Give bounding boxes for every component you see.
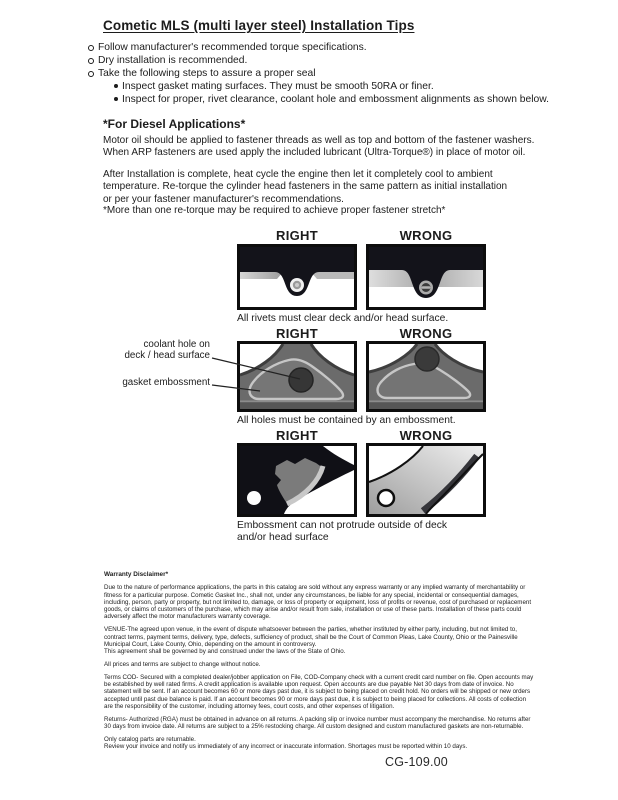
figure-label-wrong: WRONG <box>399 428 453 443</box>
diesel-paragraph-1 <box>103 135 573 160</box>
tip-item <box>88 54 558 67</box>
tips-list <box>88 41 558 106</box>
tip-item <box>88 67 558 80</box>
legal-paragraph: This agreement shall be governed by and construed under the laws of the State of Ohio. <box>104 648 346 656</box>
callout-line: coolant hole on <box>143 339 210 350</box>
coolant-wrong-diagram <box>366 341 486 412</box>
figure-caption-1: All rivets must clear deck and/or head surface. <box>237 313 449 324</box>
doc-number: CG-109.00 <box>385 755 448 769</box>
figure-caption-2: All holes must be contained by an embossment. <box>237 415 456 426</box>
tip-text: Take the following steps to assure a proper seal <box>98 68 316 79</box>
legal-paragraph: All prices and terms are subject to change without notice. <box>104 660 261 668</box>
paragraph-line: temperature. Re-torque the cylinder head fasteners in the same pattern as initial installation <box>103 181 508 193</box>
circle-bullet-icon <box>88 71 94 77</box>
figure-label-right: RIGHT <box>276 228 318 243</box>
legal-section <box>104 571 536 756</box>
tip-sub-item <box>114 93 558 106</box>
tip-item <box>88 41 558 54</box>
tip-sub-item <box>114 80 558 93</box>
circle-bullet-icon <box>88 58 94 64</box>
tip-text: Inspect gasket mating surfaces. They must be smooth 50RA or finer. <box>122 81 434 92</box>
legal-paragraph: Review your invoice and notify us immediately of any incorrect or inaccurate information. Shortages must be reported within 10 days. <box>104 743 468 751</box>
callout-line: deck / head surface <box>124 349 210 361</box>
legal-paragraph: VENUE-The agreed upon venue, in the event of dispute whatsoever between the parties, whether instituted by either party, including, but not limited to, contract terms, payment terms, delivery, type, defects, sufficiency of product, shall be the Court of Common Pleas, Lake County, Ohio or the Painesville Municipal Court, Lake County, Ohio, depending on the amount in controversy. <box>104 626 518 648</box>
caption-line: and/or head surface <box>237 531 329 543</box>
embossment-wrong-diagram <box>366 443 486 517</box>
tip-text: Inspect for proper, rivet clearance, coolant hole and embossment alignments as shown below. <box>122 94 549 105</box>
circle-bullet-icon <box>88 45 94 51</box>
legal-paragraph: Only catalog parts are returnable. <box>104 735 196 743</box>
diesel-paragraph-2 <box>103 169 573 206</box>
paragraph-line: When ARP fasteners are used apply the included lubricant (Ultra-Torque®) in place of motor oil. <box>103 147 526 159</box>
legal-paragraph: Due to the nature of performance applications, the parts in this catalog are sold without any express warranty or any implied warranty of merchantability or fitness for a particular purpose. Cometic Gasket Inc., shall not, under any circumstances, be liable for any special, incidental or consequential damages, including, person, party or property, but not limited to, damage, or loss of property or equipment, loss of profits or revenue, cost of purchased or replacement goods, or claims of customers of the purchase, which may arise and/or result from sale, installation or use of these parts. Installation of these parts could adversely affect the motor manufacturers warranty coverage. <box>104 584 532 621</box>
rivet-right-diagram <box>237 244 357 310</box>
coolant-right-diagram <box>237 341 357 412</box>
caption-line: Embossment can not protrude outside of deck <box>237 520 448 531</box>
page-title: Cometic MLS (multi layer steel) Installation Tips <box>103 18 415 33</box>
paragraph-line: or per your fastener manufacturer's recommendations. <box>103 193 344 205</box>
retorque-note: *More than one re-torque may be required to achieve proper fastener stretch* <box>103 205 446 216</box>
embossment-right-diagram <box>237 443 357 517</box>
callout-coolant-hole-label <box>98 340 210 362</box>
figure-caption-3 <box>237 520 467 543</box>
legal-paragraph: Terms COD- Secured with a completed dealer/jobber application on File, COD-Company check with a current credit card number on file. Open accounts may be established by well rated firms. A credit application is available upon request. Open accounts are due payable Net 30 days from date of invoice. No statement will be sent. If an account becomes 60 or more days past due, it is subject to being placed on credit hold. No orders will be shipped or new orders accepted until past due balance is paid. If an account becomes 90 or more days past due, it is subject to being placed for collections. All costs of collection are the responsibility of the customer, including attorney fees, court costs, and other expenses of litigation. <box>104 673 534 710</box>
tip-text: Dry installation is recommended. <box>98 55 248 66</box>
dot-bullet-icon <box>114 84 118 88</box>
tip-text: Follow manufacturer's recommended torque specifications. <box>98 42 367 53</box>
diesel-heading: *For Diesel Applications* <box>103 117 246 131</box>
figure-label-wrong: WRONG <box>399 228 453 243</box>
legal-paragraph: Returns- Authorized (RGA) must be obtained in advance on all returns. A packing slip or invoice number must accompany the merchandise. No returns after 30 days from invoice date. All returns are subject to a 25% restocking charge. All custom designed and custom manufactured gaskets are non-returnable. <box>104 715 531 731</box>
figure-label-right: RIGHT <box>276 428 318 443</box>
figure-label-right: RIGHT <box>276 326 318 341</box>
paragraph-line: Motor oil should be applied to fastener threads as well as top and bottom of the fastener washers. <box>103 135 535 146</box>
rivet-wrong-diagram <box>366 244 486 310</box>
figure-label-wrong: WRONG <box>399 326 453 341</box>
legal-heading: Warranty Disclaimer* <box>104 571 169 578</box>
dot-bullet-icon <box>114 97 118 101</box>
callout-gasket-embossment-label: gasket embossment <box>122 377 210 388</box>
paragraph-line: After Installation is complete, heat cycle the engine then let it completely cool to ambient <box>103 169 493 180</box>
